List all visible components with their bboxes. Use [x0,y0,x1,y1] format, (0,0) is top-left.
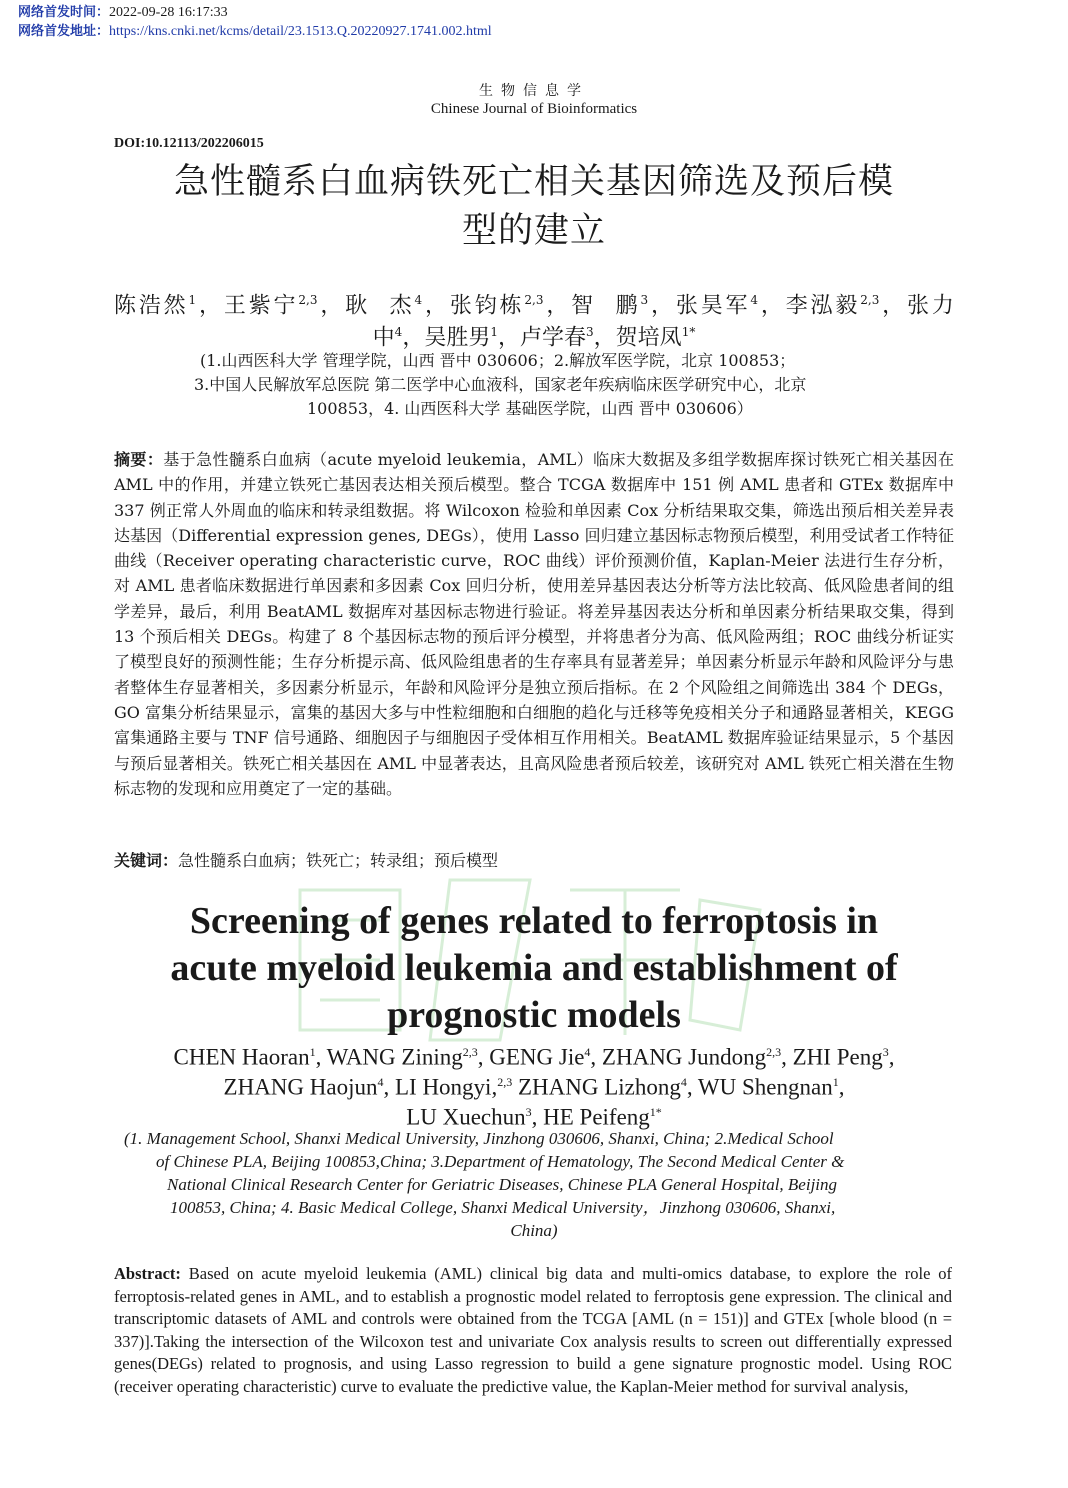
affil-sup: 2,3 [524,293,544,307]
affil-cn-line1: (1.山西医科大学 管理学院，山西 晋中 030606；2.解放军医学院，北京 100853； [200,351,796,370]
title-cn-line1: 急性髓系白血病铁死亡相关基因筛选及预后模 [173,162,894,202]
author-cn: 耿 杰 [345,293,415,319]
abstract-cn-text: 基于急性髓系白血病（acute myeloid leukemia，AML）临床大数据及多组学数据库探讨铁死亡相关基因在 AML 中的作用，并建立铁死亡基因表达相关预后模型。整合 TCGA 数据库中 151 例 AML 患者和 GTEx 数据库中 337 例正常人外周血的临床和转录组数据。将 Wilcoxon 检验和单因素 Cox 分析结果取交集，筛选出预后相关差异表达基因（Differential expression genes, DEGs），使用 Lasso 回归建立基因标志物预后模型，利用受试者工作特征曲线（Receiver operating characteristic curve，ROC 曲线）评价预测价值，Kaplan-Meier 法进行生存分析，对 AML 患者临床数据进行单因素和多因素 Cox 回归分析，使用差异基因表达分析等方法比较高、低风险患者间的组学差异，最后，利用 BeatAML 数据库对基因标志物进行验证。将差异基因表达分析和单因素分析结果取交集，得到 13 个预后相关 DEGs。构建了 8 个基因标志物的预后评分模型，并将患者分为高、低风险两组；ROC 曲线分析证实了模型良好的预测性能；生存分析提示高、低风险组患者的生存率具有显著差异；单因素分析显示年龄和风险评分与患者整体生存显著相关，多因素分析显示，年龄和风险评分是独立预后指标。在 2 个风险组之间筛选出 384 个 DEGs，GO 富集分析结果显示，富集的基因大多与中性粒细胞和白细胞的趋化与迁移等免疫相关分子和通路显著相关，KEGG 富集通路主要与 TNF 信号通路、细胞因子与细胞因子受体相互作用相关。BeatAML 数据库验证结果显示，5 个基因与预后显著相关。铁死亡相关基因在 AML 中显著表达，且高风险患者预后较差，该研究对 AML 铁死亡相关潜在生物标志物的发现和应用奠定了一定的基础。 [114,450,954,798]
author-en: LU Xuechun [406,1104,526,1130]
affil-sup: 1* [649,1105,662,1119]
title-en-line1: Screening of genes related to ferroptosis in [189,900,879,942]
abstract-cn [114,447,954,801]
online-publish-url [18,23,492,41]
title-en-line2: acute myeloid leukemia and establishment of [170,947,898,989]
affil-en-line2: of Chinese PLA, Beijing 100853,China; 3.Department of Hematology, The Second Medical Center & [156,1152,845,1171]
author-en: , WANG Zining [315,1044,463,1070]
abstract-en-text: Based on acute myeloid leukemia (AML) clinical big data and multi-omics database, to explore the role of ferroptosis-related genes in AML, and to establish a prognostic model related to ferroptosis gene expression. The clinical and transcriptomic datasets of AML and controls were obtained from the TCGA [AML (n = 151)] and GTEx [whole blood (n = 337)].Taking the intersection of the Wilcoxon test and univariate Cox analysis results to screen out differentially expressed genes(DEGs) related to prognosis, and using Lasso regression to build a gene signature prognostic model. Using ROC (receiver operating characteristic) curve to evaluate the predictive value, the Kaplan-Meier method for survival analysis, [114,1264,953,1396]
author-cn: 智 鹏 [571,293,641,319]
abstract-cn-label: 摘要： [114,450,164,469]
affil-sup: 3 [882,1045,889,1059]
affil-sup: 1 [490,325,498,339]
author-cn: 张昊军 [675,293,751,319]
title-en-line3: prognostic models [387,994,681,1036]
author-cn: 吴胜男 [424,325,491,351]
affil-en-line1: (1. Management School, Shanxi Medical University, Jinzhong 030606, Shanxi, China; 2.Medical School [124,1129,834,1148]
affil-sup: 2,3 [462,1045,478,1059]
author-cn: 张钧栋 [449,293,525,319]
affil-sup: 1* [681,325,696,339]
author-en: ZHANG Haojun [223,1074,378,1100]
affil-sup: 3 [586,325,594,339]
author-cn: 卢学春 [520,325,587,351]
affil-sup: 2,3 [497,1075,513,1089]
author-en: , HE Peifeng [531,1104,650,1130]
separator: , [838,1074,845,1100]
author-en: , LI Hongyi, [383,1074,498,1100]
affil-cn-line2: 3.中国人民解放军总医院 第二医学中心血液科，国家老年疾病临床医学研究中心，北京 [194,375,807,394]
authors-cn-line2: 中$^4$，吴胜男$^1$，卢学春$^3$，贺培凤$^{1*}$ [372,325,696,351]
affil-sup: 1 [309,1045,316,1059]
publish-time-label: 网络首发时间： [18,5,110,20]
title-cn-line2: 型的建立 [461,211,606,251]
publish-url-link[interactable]: https://kns.cnki.net/kcms/detail/23.1513.Q.20220927.1741.002.html [109,24,492,39]
affil-cn-line3: 100853，4. 山西医科大学 基础医学院，山西 晋中 030606） [307,399,753,418]
keywords-cn-label: 关键词： [114,851,179,870]
author-cn: 贺培凤 [615,325,682,351]
affil-sup: 3 [525,1105,532,1119]
affil-sup: 4 [394,325,403,339]
author-en: , WU Shengnan [686,1074,833,1100]
affil-en-line5: China) [510,1221,558,1240]
affil-sup: 2,3 [298,293,318,307]
author-en: , ZHI Peng [781,1044,883,1070]
journal-name-en: Chinese Journal of Bioinformatics [430,101,638,117]
affil-sup: 4 [750,293,759,307]
affil-sup: 4 [584,1045,591,1059]
abstract-en [114,1263,952,1399]
author-en: , GENG Jie [477,1044,585,1070]
publish-time-value: 2022-09-28 16:17:33 [109,5,228,20]
affil-en-line4: 100853, China; 4. Basic Medical College, Shanxi Medical University，Jinzhong 030606, Shanxi, [170,1198,836,1217]
affil-sup: 3 [640,293,649,307]
affil-sup: 4 [414,293,423,307]
affil-sup: 2,3 [860,293,880,307]
affil-sup: 1 [832,1075,839,1089]
author-cn: 王紫宁 [223,293,299,319]
author-cn: 陈浩然 [114,293,189,319]
author-cn: 李泓毅 [785,293,861,319]
affil-en-line3: National Clinical Research Center for Geriatric Diseases, Chinese PLA General Hospital, Beijing [167,1175,838,1194]
publish-url-label: 网络首发地址： [18,24,110,39]
keywords-cn-text: 急性髓系白血病；铁死亡；转录组；预后模型 [178,851,499,870]
affil-sup: 4 [377,1075,384,1089]
authors-cn-line1: 陈浩然$^1$，王紫宁$^{2,3}$，耿 杰$^4$，张钧栋$^{2,3}$，智 鹏$^3$，张昊军$^4$，李泓毅$^{2,3}$，张力 [114,293,954,319]
affil-sup: 2,3 [766,1045,782,1059]
author-en: ZHANG Lizhong [512,1074,681,1100]
author-en: CHEN Haoran [173,1044,310,1070]
author-cn: 张力 [907,293,954,319]
online-publish-time [18,4,228,22]
abstract-en-label: Abstract: [114,1264,181,1283]
doi: DOI:10.12113/202206015 [114,136,264,151]
affil-sup: 1 [188,293,197,307]
author-cn: 中 [372,325,395,351]
author-en: , ZHANG Jundong [590,1044,767,1070]
separator: , [888,1044,895,1070]
journal-name-cn: 生物信息学 [479,83,589,99]
affil-sup: 4 [680,1075,687,1089]
